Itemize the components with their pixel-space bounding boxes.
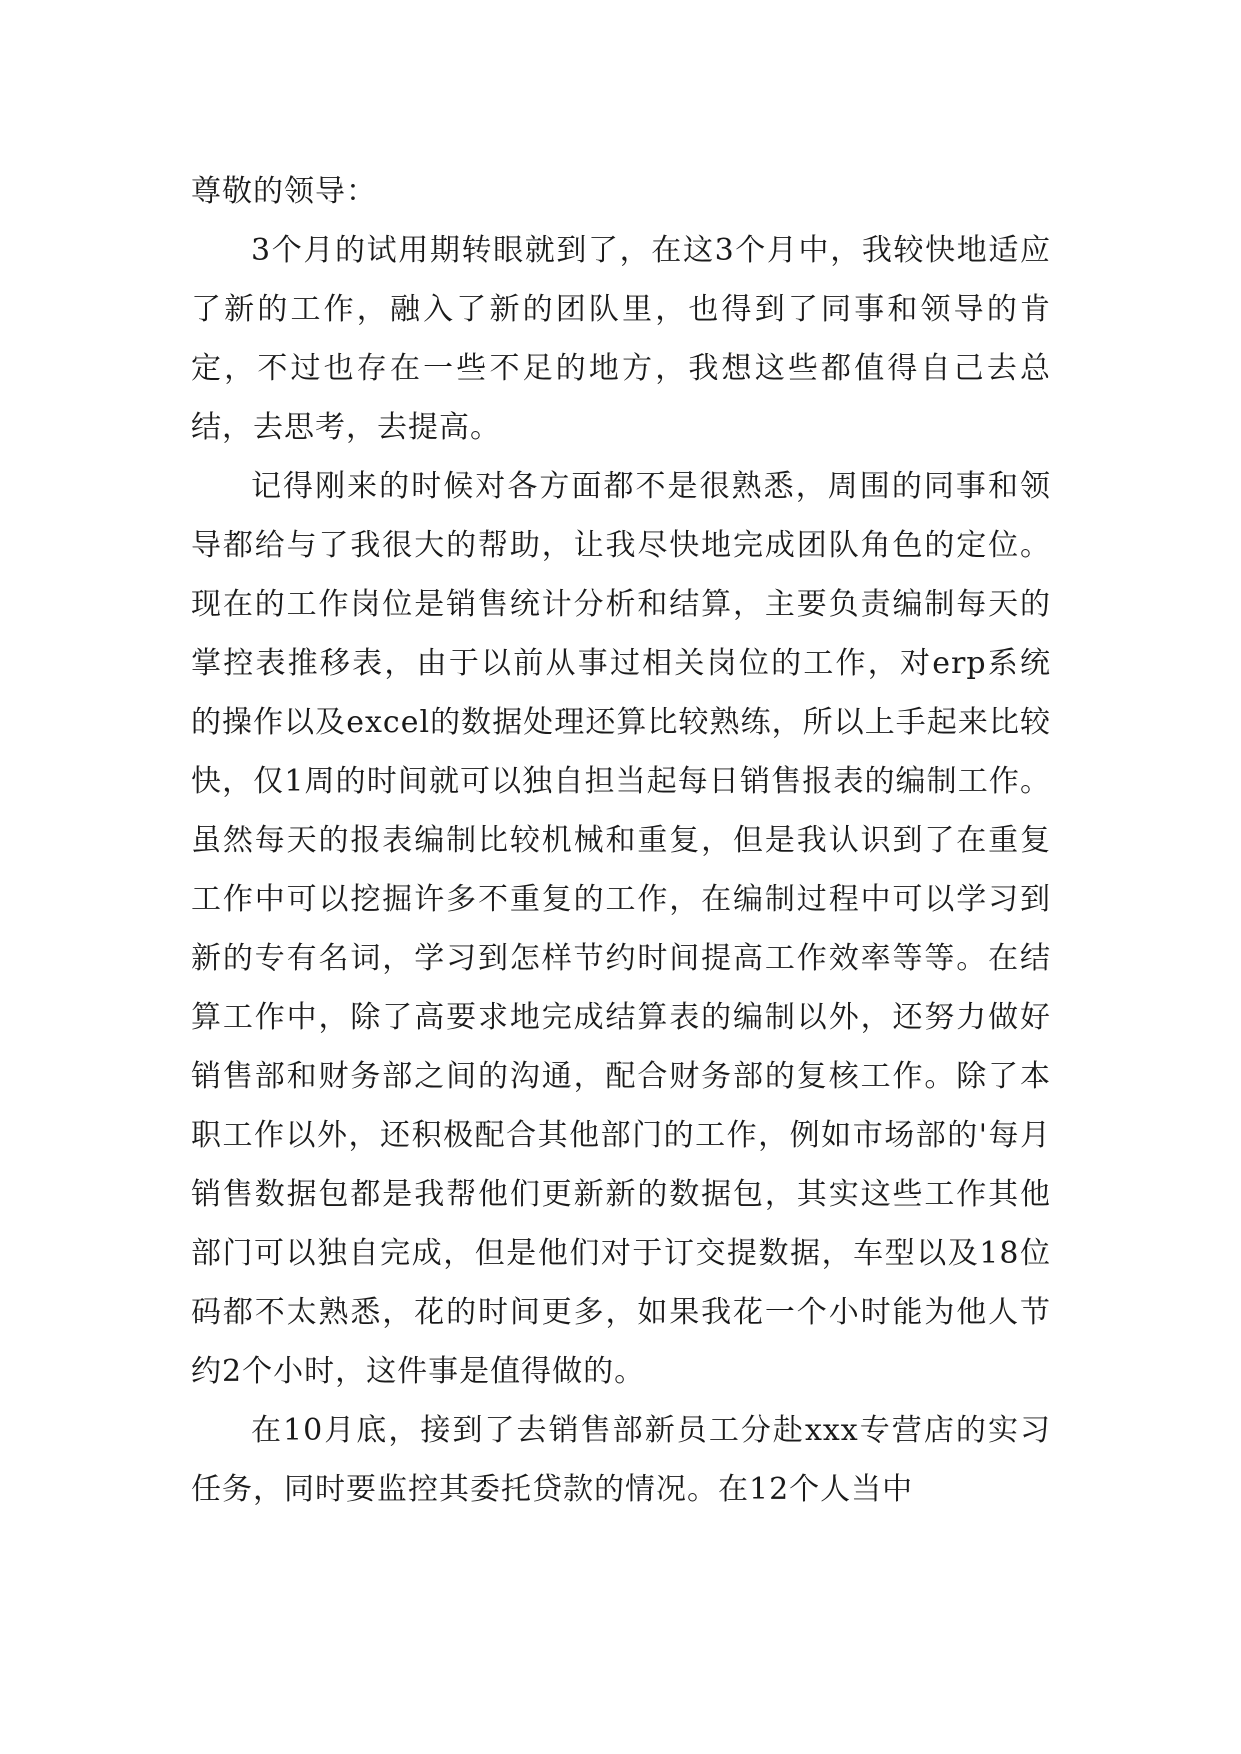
paragraph: 在10月底，接到了去销售部新员工分赴xxx专营店的实习任务，同时要监控其委托贷款的情况。在12个人当中 [191,1413,1051,1507]
salutation: 尊敬的领导： [191,174,377,209]
paragraph: 3个月的试用期转眼就到了，在这3个月中，我较快地适应了新的工作，融入了新的团队里，也得到了同事和领导的肯定，不过也存在一些不足的地方，我想这些都值得自己去总结，去思考，去提高。 [191,233,1051,445]
paragraph: 记得刚来的时候对各方面都不是很熟悉，周围的同事和领导都给与了我很大的帮助，让我尽快地完成团队角色的定位。现在的工作岗位是销售统计分析和结算，主要负责编制每天的掌控表推移表，由于以前从事过相关岗位的工作，对erp系统的操作以及excel的数据处理还算比较熟练，所以上手起来比较快，仅1周的时间就可以独自担当起每日销售报表的编制工作。虽然每天的报表编制比较机械和重复，但是我认识到了在重复工作中可以挖掘许多不重复的工作，在编制过程中可以学习到新的专有名词，学习到怎样节约时间提高工作效率等等。在结算工作中，除了高要求地完成结算表的编制以外，还努力做好销售部和财务部之间的沟通，配合财务部的复核工作。除了本职工作以外，还积极配合其他部门的工作，例如市场部的'每月销售数据包都是我帮他们更新新的数据包，其实这些工作其他部门可以独自完成，但是他们对于订交提数据，车型以及18位码都不太熟悉，花的时间更多，如果我花一个小时能为他人节约2个小时，这件事是值得做的。 [191,469,1051,1389]
letter-body [191,162,1051,1519]
